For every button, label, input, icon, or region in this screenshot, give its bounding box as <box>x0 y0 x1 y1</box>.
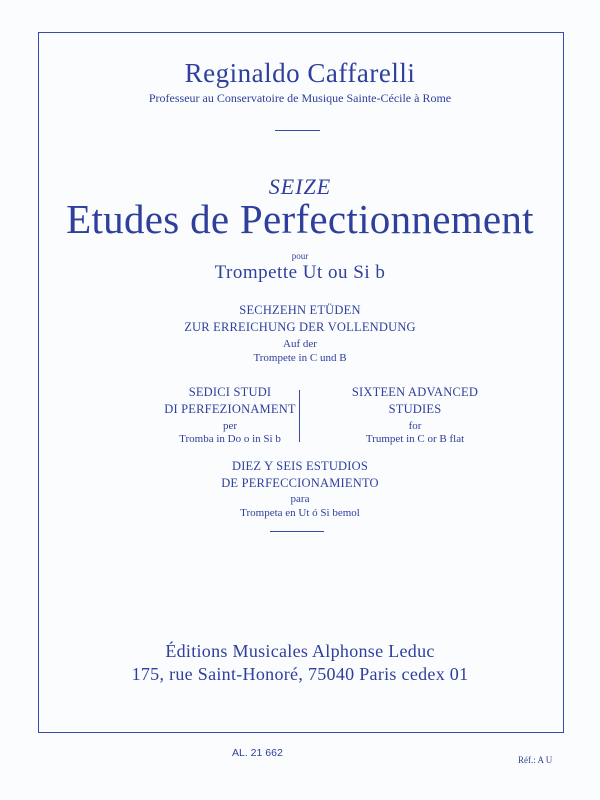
publisher-address: 175, rue Saint-Honoré, 75040 Paris cedex 01 <box>131 664 469 684</box>
german-line-4: Trompete in C und B <box>253 352 347 364</box>
italian-line-1: SEDICI STUDI <box>188 385 272 399</box>
german-line-2: ZUR ERREICHUNG DER VOLLENDUNG <box>184 320 416 334</box>
title-instrument: Trompette Ut ou Si b <box>214 262 386 283</box>
english-line-2: STUDIES <box>388 402 442 416</box>
page-border <box>38 32 564 733</box>
italian-line-3: per <box>222 420 238 432</box>
german-line-3: Auf der <box>283 338 317 350</box>
divider-top <box>275 130 320 131</box>
catalog-number: AL. 21 662 <box>232 747 283 759</box>
spanish-line-4: Trompeta en Ut ó Si bemol <box>240 507 360 519</box>
english-line-4: Trumpet in C or B flat <box>365 433 465 445</box>
title-main: Etudes de Perfectionnement <box>66 196 534 242</box>
reference-code: Réf.: A U <box>518 755 553 765</box>
italian-line-4: Tromba in Do o in Si b <box>179 433 281 445</box>
title-count: SEIZE <box>268 174 332 199</box>
italian-line-2: DI PERFEZIONAMENT <box>164 402 296 416</box>
composer-position: Professeur au Conservatoire de Musique Sainte-Cécile à Rome <box>148 91 452 105</box>
composer-name: Reginaldo Caffarelli <box>184 58 416 88</box>
spanish-line-2: DE PERFECCIONAMIENTO <box>221 476 379 490</box>
title-pour: pour <box>291 251 309 261</box>
spanish-line-3: para <box>290 493 310 505</box>
divider-bottom <box>270 531 324 532</box>
english-line-3: for <box>408 420 422 432</box>
spanish-line-1: DIEZ Y SEIS ESTUDIOS <box>231 459 369 473</box>
english-line-1: SIXTEEN ADVANCED <box>351 385 479 399</box>
german-line-1: SECHZEHN ETÜDEN <box>239 303 361 317</box>
publisher-name: Éditions Musicales Alphonse Leduc <box>165 641 435 661</box>
